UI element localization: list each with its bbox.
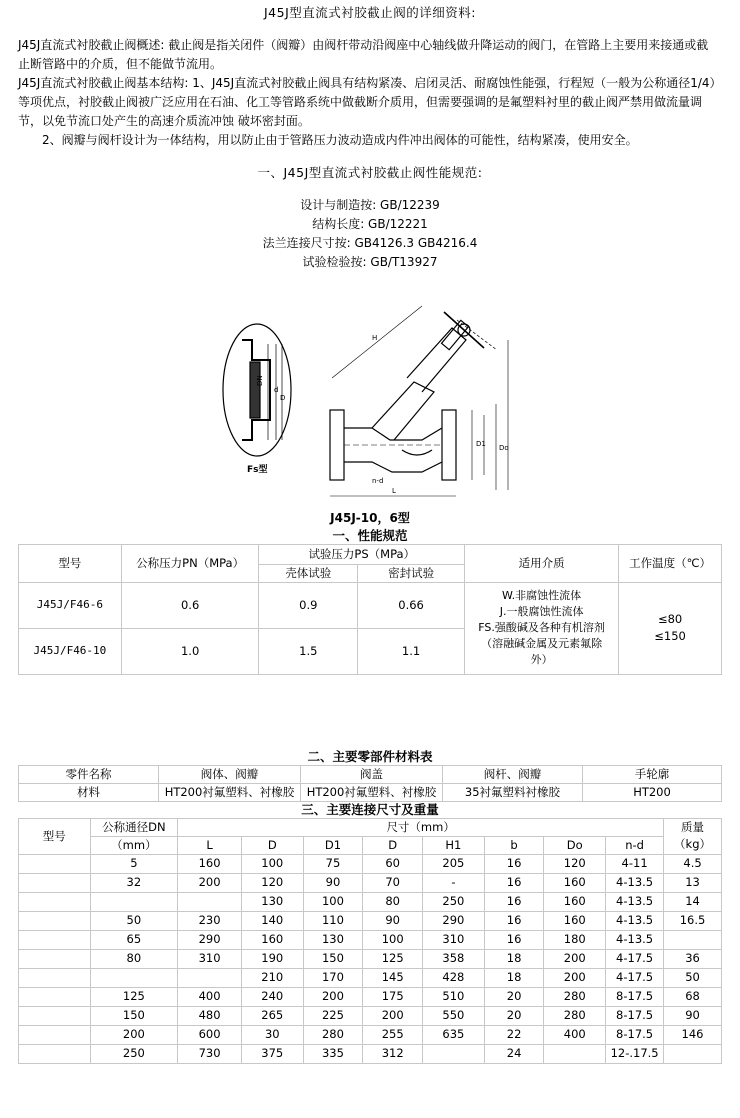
cell-Do: 200 (544, 968, 606, 987)
cell-D1: 90 (303, 873, 363, 892)
cell-D1: 150 (303, 949, 363, 968)
cell-d: 90 (363, 911, 423, 930)
cell-seal: 1.1 (358, 628, 465, 674)
cell-H1: 250 (423, 892, 485, 911)
materials-table (18, 765, 722, 802)
cell-L: 600 (178, 1025, 242, 1044)
th-body: 阀体、阀瓣 (159, 765, 301, 783)
cell-nd: 8-17.5 (606, 1006, 664, 1025)
cell-pn: 0.6 (121, 582, 259, 628)
cell-D1: 225 (303, 1006, 363, 1025)
cell-Do (544, 1044, 606, 1063)
cell-b: 16 (484, 854, 544, 873)
cell-model (19, 892, 91, 911)
th-seal-test: 密封试验 (358, 564, 465, 582)
table-row (19, 1025, 722, 1044)
cell-nd: 4-13.5 (606, 911, 664, 930)
cell-D: 160 (241, 930, 303, 949)
cell-nd: 4-17.5 (606, 949, 664, 968)
spec-list (0, 196, 740, 272)
th-dn: 公称通径DN (90, 818, 178, 836)
cell-d: 60 (363, 854, 423, 873)
cell-L: 730 (178, 1044, 242, 1063)
cell-weight: 90 (664, 1006, 722, 1025)
cell-D1: 75 (303, 854, 363, 873)
cell-D: 120 (241, 873, 303, 892)
cell-nd: 8-17.5 (606, 987, 664, 1006)
table-row (19, 582, 722, 628)
cell-b: 18 (484, 968, 544, 987)
cell-model (19, 1044, 91, 1063)
th-part-name: 零件名称 (19, 765, 159, 783)
cell-weight (664, 1044, 722, 1063)
cell-D: 210 (241, 968, 303, 987)
cell-D: 190 (241, 949, 303, 968)
cell-model (19, 949, 91, 968)
cell-media (465, 582, 619, 674)
spec-test: 试验检验按: GB/T13927 (302, 255, 438, 270)
th-col-b: b (484, 836, 544, 854)
th-dn-unit: （mm） (90, 836, 178, 854)
cell-D: 140 (241, 911, 303, 930)
spec-length: 结构长度: GB/12221 (312, 217, 428, 232)
cell-Do: 280 (544, 1006, 606, 1025)
table-row (19, 930, 722, 949)
cell-d: 255 (363, 1025, 423, 1044)
th-col-Do: Do (544, 836, 606, 854)
fs-inset-detail (223, 324, 291, 456)
cell-dn: 80 (90, 949, 178, 968)
cell-nd: 8-17.5 (606, 1025, 664, 1044)
cell-D: 30 (241, 1025, 303, 1044)
dim-H-label: H (372, 334, 378, 343)
cell-dn: 32 (90, 873, 178, 892)
dim-D1-label: D1 (476, 440, 486, 449)
cell-material: 35衬氟塑料衬橡胶 (443, 783, 583, 801)
performance-heading: 一、J45J型直流式衬胶截止阀性能规范: (257, 165, 483, 181)
cell-b: 16 (484, 873, 544, 892)
cell-Do: 180 (544, 930, 606, 949)
dim-nd-label: n-d (372, 477, 384, 486)
cell-model (19, 987, 91, 1006)
cell-dn (90, 968, 178, 987)
cell-model (19, 1025, 91, 1044)
cell-H1 (423, 1044, 485, 1063)
dim-L-label: L (392, 487, 396, 496)
cell-L: 290 (178, 930, 242, 949)
dim-dn-label: DN (256, 375, 264, 387)
cell-H1: 358 (423, 949, 485, 968)
valve-drawing (0, 300, 740, 508)
table-header-row (19, 765, 722, 783)
cell-dn: 125 (90, 987, 178, 1006)
th-pn: 公称压力PN（MPa） (121, 544, 259, 582)
cell-weight: 16.5 (664, 911, 722, 930)
dim-D-label: D (280, 394, 286, 403)
cell-H1: 290 (423, 911, 485, 930)
media-line: FS.强酸碱及各种有机溶剂 (478, 621, 605, 635)
cell-weight: 4.5 (664, 854, 722, 873)
cell-material: HT200 (583, 783, 722, 801)
cell-d: 70 (363, 873, 423, 892)
cell-weight (664, 930, 722, 949)
cell-H1: - (423, 873, 485, 892)
media-line: 外） (530, 653, 553, 667)
cell-shell: 1.5 (259, 628, 358, 674)
cell-b: 24 (484, 1044, 544, 1063)
th-model: 型号 (19, 818, 91, 854)
cell-D1: 280 (303, 1025, 363, 1044)
cell-material: HT200衬氟塑料、衬橡胶 (301, 783, 443, 801)
structure-paragraph: J45J直流式衬胶截止阀基本结构: 1、J45J直流式衬胶截止阀具有结构紧凑、启闭灵活、耐腐蚀性能强，行程短（一般为公称通径1/4）等项优点，衬胶截止阀被广泛应用在石油、化工等管路系统中做截断介质用，但需要强调的是氟塑料衬里的截止阀严禁用做流量调节，以免节流口处产生的高速介质流冲蚀 破坏密封面。 (18, 76, 716, 129)
table-row (19, 968, 722, 987)
th-col-d: D (363, 836, 423, 854)
cell-L: 160 (178, 854, 242, 873)
cell-weight: 13 (664, 873, 722, 892)
cell-b: 16 (484, 892, 544, 911)
cell-dn: 5 (90, 854, 178, 873)
cell-L (178, 892, 242, 911)
cell-nd: 4-11 (606, 854, 664, 873)
spec-design: 设计与制造按: GB/12239 (300, 198, 440, 213)
figure-caption: J45J-10，6型 (330, 511, 410, 526)
dim-Do-label: Do (499, 444, 509, 453)
cell-d: 125 (363, 949, 423, 968)
cell-Do: 120 (544, 854, 606, 873)
dim-d-label: d (274, 386, 279, 395)
overview-paragraph: J45J直流式衬胶截止阀概述: 截止阀是指关闭件（阀瓣）由阀杆带动沿阀座中心轴线做升降运动的阀门，在管路上主要用来接通或截止断管路中的介质，但不能做节流用。 (18, 38, 709, 72)
th-col-H1: H1 (423, 836, 485, 854)
cell-H1: 205 (423, 854, 485, 873)
cell-weight: 14 (664, 892, 722, 911)
document-title: J45J型直流式衬胶截止阀的详细资料: (264, 5, 476, 20)
cell-b: 20 (484, 987, 544, 1006)
cell-D: 265 (241, 1006, 303, 1025)
th-temp: 工作温度（℃） (619, 544, 722, 582)
th-size: 尺寸（mm） (178, 818, 664, 836)
cell-Do: 280 (544, 987, 606, 1006)
table-row (19, 987, 722, 1006)
cell-nd: 12-.17.5 (606, 1044, 664, 1063)
cell-d: 100 (363, 930, 423, 949)
table-row (19, 892, 722, 911)
cell-b: 22 (484, 1025, 544, 1044)
cell-H1: 550 (423, 1006, 485, 1025)
cell-material: HT200衬氟塑料、衬橡胶 (159, 783, 301, 801)
th-test-pressure: 试验压力PS（MPa） (259, 544, 465, 564)
table-row (19, 1006, 722, 1025)
table1-title: 一、性能规范 (332, 527, 408, 543)
cell-D: 130 (241, 892, 303, 911)
cell-nd: 4-13.5 (606, 873, 664, 892)
dimensions-table (18, 818, 722, 1064)
th-col-L: L (178, 836, 242, 854)
intro-section (0, 36, 740, 150)
media-line: J.一般腐蚀性流体 (499, 605, 584, 619)
cell-L: 200 (178, 873, 242, 892)
cell-Do: 160 (544, 911, 606, 930)
cell-model: J45J/F46-10 (19, 628, 122, 674)
cell-model (19, 873, 91, 892)
cell-b: 20 (484, 1006, 544, 1025)
cell-b: 18 (484, 949, 544, 968)
cell-model (19, 930, 91, 949)
th-shell-test: 壳体试验 (259, 564, 358, 582)
cell-H1: 428 (423, 968, 485, 987)
cell-nd: 4-13.5 (606, 892, 664, 911)
cell-d: 80 (363, 892, 423, 911)
table-row (19, 854, 722, 873)
spec-flange: 法兰连接尺寸按: GB4126.3 GB4216.4 (262, 236, 478, 251)
cell-seal: 0.66 (358, 582, 465, 628)
cell-D: 240 (241, 987, 303, 1006)
cell-L: 310 (178, 949, 242, 968)
performance-table (18, 544, 722, 675)
cell-weight: 36 (664, 949, 722, 968)
media-line: W.非腐蚀性流体 (502, 589, 582, 603)
th-handwheel: 手轮廓 (583, 765, 722, 783)
table-row (19, 783, 722, 801)
cell-nd: 4-13.5 (606, 930, 664, 949)
cell-dn (90, 892, 178, 911)
inset-label: Fs型 (247, 465, 268, 476)
cell-b: 16 (484, 911, 544, 930)
table-row (19, 949, 722, 968)
temp-line: ≤80 (657, 612, 683, 627)
cell-D: 375 (241, 1044, 303, 1063)
cell-D1: 335 (303, 1044, 363, 1063)
th-media: 适用介质 (465, 544, 619, 582)
table3-title: 三、主要连接尺寸及重量 (301, 801, 439, 817)
cell-dn: 150 (90, 1006, 178, 1025)
cell-d: 175 (363, 987, 423, 1006)
cell-model (19, 1006, 91, 1025)
cell-L: 400 (178, 987, 242, 1006)
cell-dn: 200 (90, 1025, 178, 1044)
media-line: （溶融碱金属及元素氟除 (481, 637, 603, 651)
cell-L: 480 (178, 1006, 242, 1025)
table-row (19, 911, 722, 930)
cell-weight: 50 (664, 968, 722, 987)
th-col-D1: D1 (303, 836, 363, 854)
cell-model (19, 911, 91, 930)
structure-point-2: 2、阀瓣与阀杆设计为一体结构，用以防止由于管路压力波动造成内件冲出阀体的可能性，结构紧凑，使用安全。 (42, 133, 638, 148)
cell-model (19, 854, 91, 873)
table-row (19, 1044, 722, 1063)
th-col-nd: n-d (606, 836, 664, 854)
cell-D1: 130 (303, 930, 363, 949)
cell-D1: 200 (303, 987, 363, 1006)
cell-dn: 65 (90, 930, 178, 949)
cell-d: 145 (363, 968, 423, 987)
cell-material: 材料 (19, 783, 159, 801)
cell-Do: 400 (544, 1025, 606, 1044)
cell-H1: 310 (423, 930, 485, 949)
th-stem: 阀杆、阀瓣 (443, 765, 583, 783)
cell-Do: 200 (544, 949, 606, 968)
cell-shell: 0.9 (259, 582, 358, 628)
cell-H1: 635 (423, 1025, 485, 1044)
cell-dn: 50 (90, 911, 178, 930)
cell-d: 200 (363, 1006, 423, 1025)
table2-title: 二、主要零部件材料表 (307, 748, 433, 764)
temp-line: ≤150 (654, 629, 686, 644)
cell-dn: 250 (90, 1044, 178, 1063)
cell-temp (619, 582, 722, 674)
th-weight: 质量（kg） (664, 818, 722, 854)
cell-D1: 170 (303, 968, 363, 987)
valve-body (330, 306, 508, 496)
table-row (19, 873, 722, 892)
cell-L: 230 (178, 911, 242, 930)
cell-weight: 68 (664, 987, 722, 1006)
cell-weight: 146 (664, 1025, 722, 1044)
cell-nd: 4-17.5 (606, 968, 664, 987)
cell-pn: 1.0 (121, 628, 259, 674)
cell-L (178, 968, 242, 987)
cell-H1: 510 (423, 987, 485, 1006)
cell-D1: 110 (303, 911, 363, 930)
cell-d: 312 (363, 1044, 423, 1063)
cell-D1: 100 (303, 892, 363, 911)
cell-b: 16 (484, 930, 544, 949)
cell-model (19, 968, 91, 987)
cell-Do: 160 (544, 892, 606, 911)
th-bonnet: 阀盖 (301, 765, 443, 783)
cell-Do: 160 (544, 873, 606, 892)
cell-D: 100 (241, 854, 303, 873)
th-model: 型号 (19, 544, 122, 582)
th-col-D: D (241, 836, 303, 854)
cell-model: J45J/F46-6 (19, 582, 122, 628)
valve-schematic (222, 300, 522, 508)
